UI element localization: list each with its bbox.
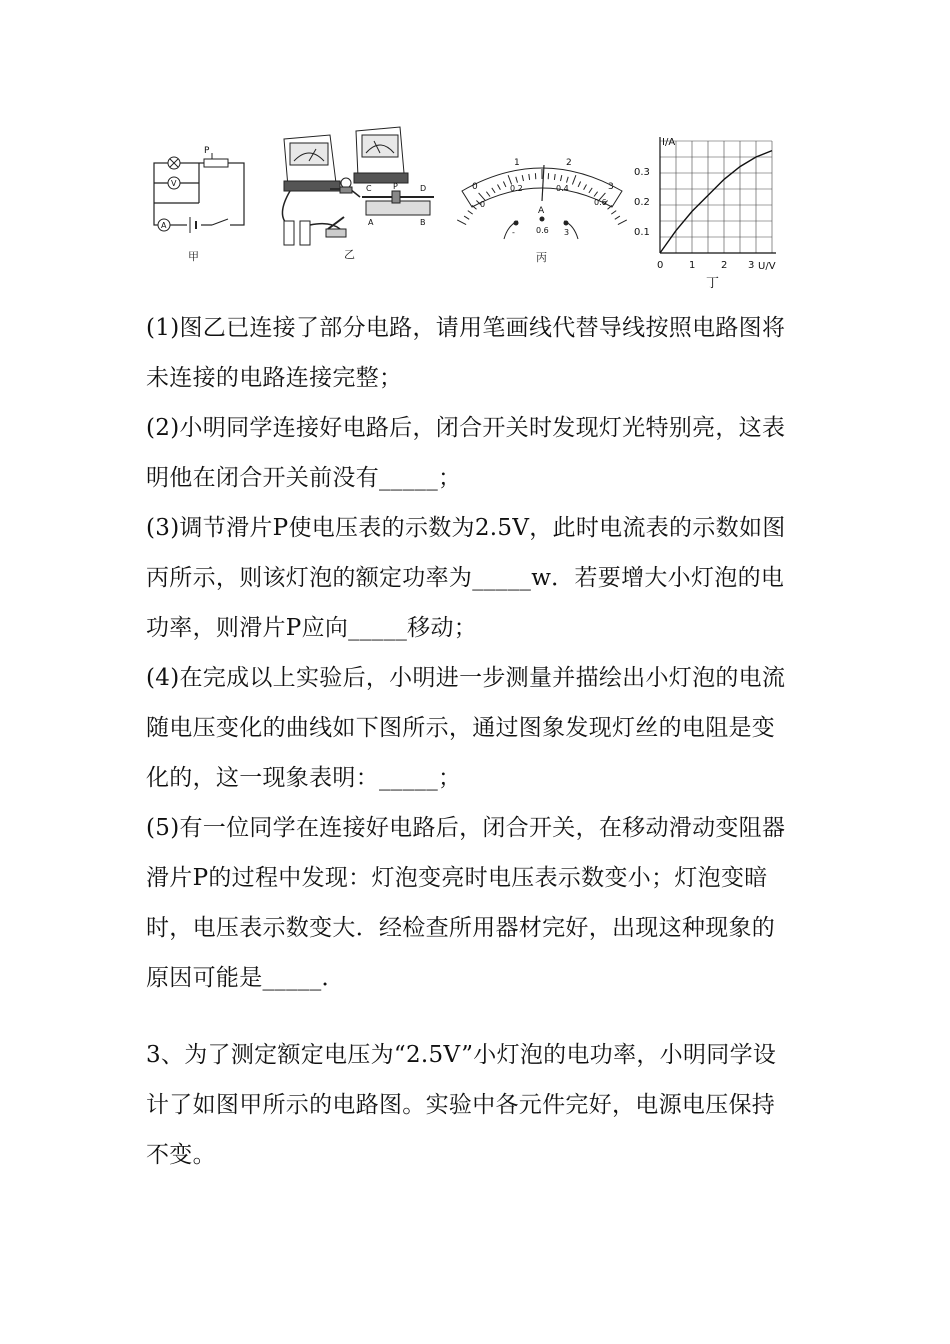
terminal-neg-label: - bbox=[512, 228, 515, 237]
figure-ding-graph bbox=[632, 131, 792, 291]
voltmeter-device-icon bbox=[354, 127, 408, 183]
y-tick-0-3: 0.3 bbox=[634, 167, 650, 178]
lamp-device-icon bbox=[340, 178, 352, 193]
dial-bottom-3: 0.6 bbox=[594, 198, 607, 207]
rheostat-device-icon bbox=[362, 191, 434, 215]
current-voltage-curve bbox=[660, 151, 772, 253]
dial-top-0: 0 bbox=[472, 182, 478, 192]
ammeter-device-icon bbox=[284, 135, 340, 191]
terminal-neg-icon bbox=[514, 221, 519, 226]
y-axis-label: I/A bbox=[662, 137, 676, 148]
svg-text:V: V bbox=[171, 179, 177, 188]
text-line: 明他在闭合开关前没有_____； bbox=[146, 465, 462, 491]
text-line: 丙所示，则该灯泡的额定功率为_____w．若要增大小灯泡的电 bbox=[146, 565, 785, 591]
voltmeter-icon bbox=[168, 177, 180, 189]
switch-icon bbox=[212, 219, 230, 229]
x-tick-3: 3 bbox=[748, 260, 755, 271]
dial-tick bbox=[615, 216, 620, 219]
dial-unit: A bbox=[538, 206, 545, 216]
figures-row bbox=[140, 125, 820, 295]
question3-line: 计了如图甲所示的电路图。实验中各元件完好，电源电压保持 bbox=[146, 1092, 776, 1118]
dial-tick bbox=[618, 220, 627, 225]
ammeter-icon bbox=[158, 219, 170, 231]
text-line: 原因可能是_____． bbox=[146, 965, 345, 991]
text-line: (4)在完成以上实验后，小明进一步测量并描绘出小灯泡的电流 bbox=[146, 665, 786, 691]
dial-bottom-1: 0.2 bbox=[510, 184, 523, 193]
dial-bottom-2: 0.4 bbox=[556, 184, 569, 193]
text-line: 时，电压表示数变大．经检查所用器材完好，出现这种现象的 bbox=[146, 915, 776, 941]
figure-caption-ding: 丁 bbox=[706, 276, 720, 291]
text-line: (1)图乙已连接了部分电路，请用笔画线代替导线按照电路图将 bbox=[146, 315, 786, 341]
terminal-3-icon bbox=[564, 221, 569, 226]
text-line: 化的，这一现象表明：_____； bbox=[146, 765, 462, 791]
dial-top-1: 1 bbox=[514, 158, 520, 168]
figure-caption-bing: 丙 bbox=[536, 251, 547, 264]
dial-tick bbox=[611, 211, 616, 215]
figure-jia-circuit bbox=[144, 146, 254, 263]
question-text bbox=[146, 303, 826, 1180]
figure-bing-ammeter-dial bbox=[458, 155, 628, 265]
text-line: 功率，则滑片P应向_____移动； bbox=[146, 615, 478, 641]
battery-device-icon bbox=[284, 221, 310, 245]
question3-line: 不变。 bbox=[146, 1142, 216, 1168]
y-tick-0-1: 0.1 bbox=[634, 227, 650, 238]
terminal-06-label: 0.6 bbox=[536, 226, 549, 235]
x-axis-label: U/V bbox=[758, 261, 776, 272]
text-line: (2)小明同学连接好电路后，闭合开关时发现灯光特别亮，这表 bbox=[146, 415, 786, 441]
svg-text:A: A bbox=[161, 221, 167, 230]
figure-caption-yi: 乙 bbox=[344, 248, 355, 261]
dial-top-3: 3 bbox=[608, 182, 614, 192]
x-tick-1: 1 bbox=[689, 260, 696, 271]
battery-icon bbox=[187, 217, 201, 233]
question3-line: 3、为了测定额定电压为“2.5V”小灯泡的电功率，小明同学设 bbox=[146, 1042, 777, 1068]
terminal-p-label: P bbox=[393, 182, 398, 191]
figure-caption-jia: 甲 bbox=[188, 250, 199, 263]
resistor-label: P bbox=[204, 146, 210, 156]
rheostat-icon bbox=[204, 159, 228, 167]
terminal-06-icon bbox=[540, 217, 545, 222]
text-line: 随电压变化的曲线如下图所示，通过图象发现灯丝的电阻是变 bbox=[146, 715, 776, 741]
x-tick-2: 2 bbox=[721, 260, 728, 271]
dial-tick bbox=[468, 211, 473, 215]
lamp-icon bbox=[168, 157, 180, 169]
dial-tick bbox=[464, 216, 469, 219]
figure-yi-apparatus bbox=[270, 125, 440, 261]
text-line: 滑片P的过程中发现：灯泡变亮时电压表示数变小；灯泡变暗 bbox=[146, 865, 768, 891]
text-line: 未连接的电路连接完整； bbox=[146, 365, 403, 391]
text-line: (5)有一位同学在连接好电路后，闭合开关，在移动滑动变阻器 bbox=[146, 815, 786, 841]
dial-bottom-0: 0 bbox=[480, 200, 486, 209]
dial-top-2: 2 bbox=[566, 158, 572, 168]
y-tick-0-2: 0.2 bbox=[634, 197, 650, 208]
terminal-b-label: B bbox=[420, 218, 426, 227]
text-line: (3)调节滑片P使电压表的示数为2.5V，此时电流表的示数如图 bbox=[146, 515, 786, 541]
dial-tick bbox=[457, 220, 466, 225]
x-tick-0: 0 bbox=[657, 260, 664, 271]
terminal-d-label: D bbox=[420, 184, 427, 193]
terminal-c-label: C bbox=[366, 184, 372, 193]
terminal-a-label: A bbox=[368, 218, 374, 227]
terminal-3-label: 3 bbox=[564, 228, 570, 237]
